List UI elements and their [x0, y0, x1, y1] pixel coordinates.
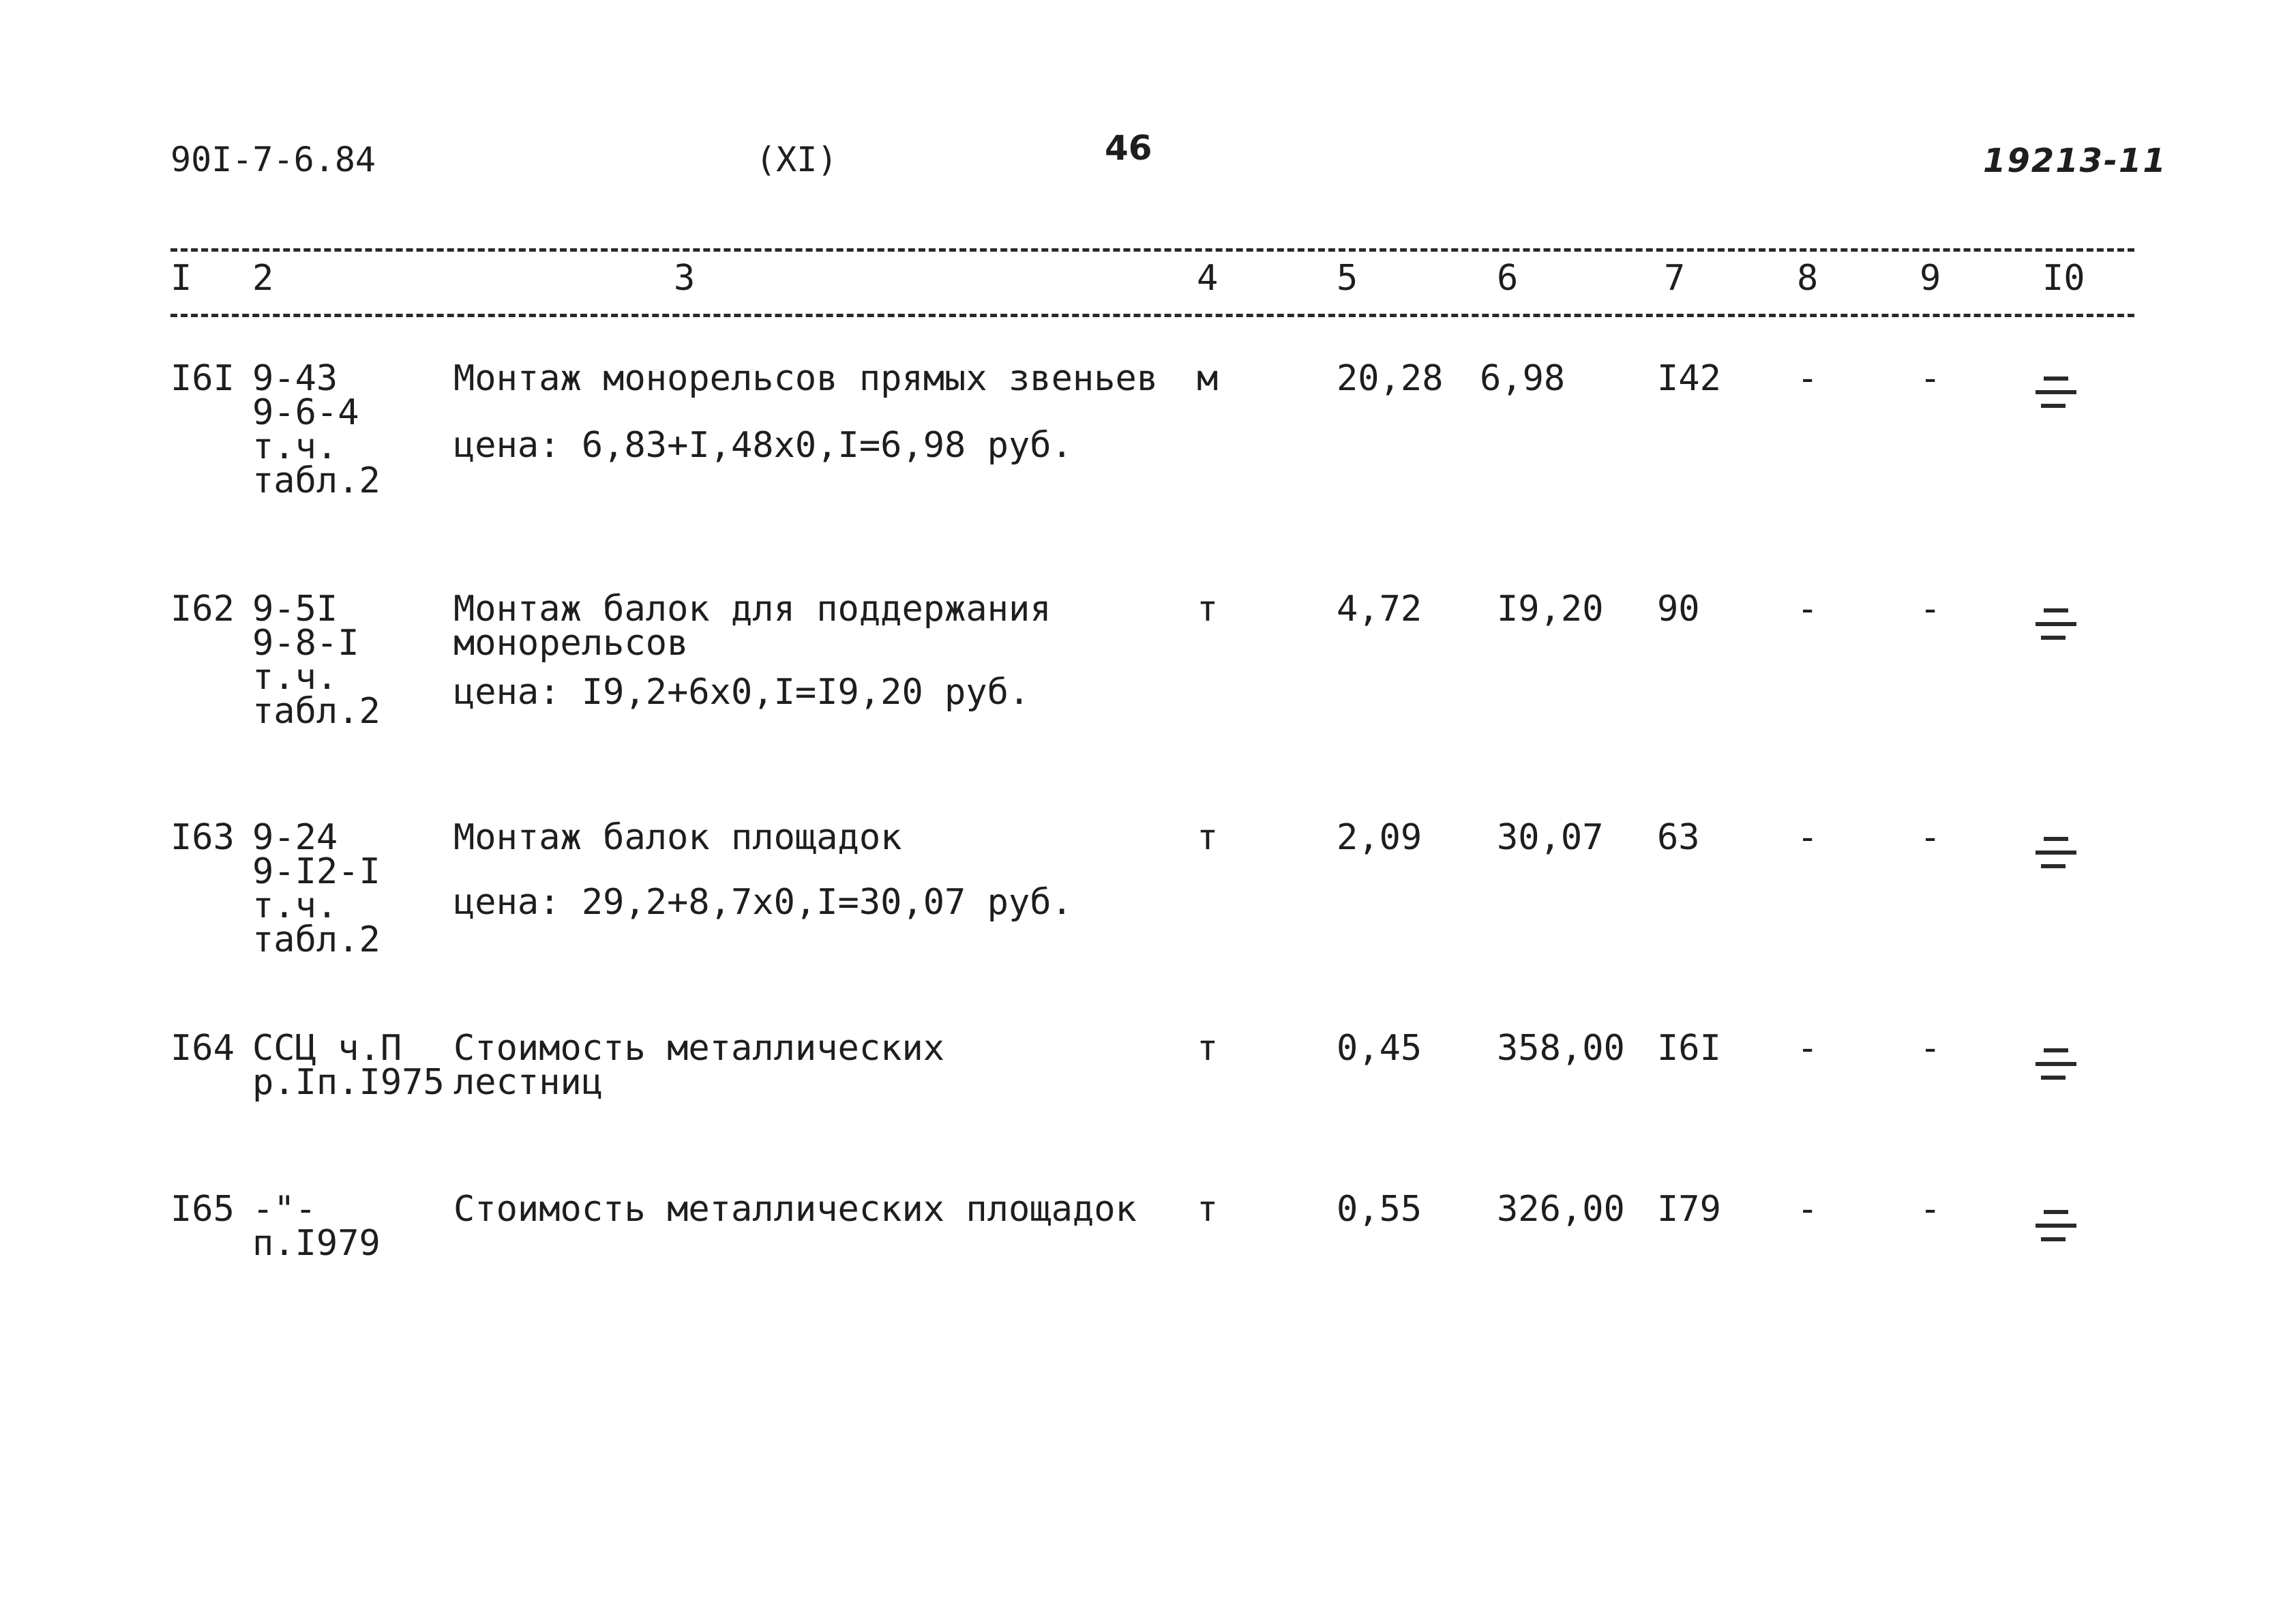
col-8-value: - — [1797, 817, 1819, 858]
norm-reference: ССЦ ч.П р.Iп.I975 — [252, 1028, 445, 1103]
work-title: Монтаж балок площадок — [453, 817, 902, 858]
section-label: (XI) — [756, 140, 838, 179]
col-header-7: 7 — [1664, 258, 1686, 299]
dash-mark-icon — [2036, 836, 2076, 876]
col-header-4: 4 — [1197, 258, 1219, 299]
work-title: Стоимость металлических площадок — [453, 1189, 1137, 1230]
col-9-value: - — [1920, 817, 1941, 858]
col-header-8: 8 — [1797, 258, 1819, 299]
price-formula: цена: I9,2+6х0,I=I9,20 руб. — [453, 672, 1030, 713]
row-number: I65 — [170, 1189, 235, 1230]
col-8-value: - — [1797, 1028, 1819, 1069]
col-9-value: - — [1920, 1028, 1941, 1069]
unit: т — [1197, 817, 1219, 858]
col-9-value: - — [1920, 358, 1941, 399]
row-number: I64 — [170, 1028, 235, 1069]
row-number: I62 — [170, 589, 235, 630]
dash-mark-icon — [2036, 1047, 2076, 1088]
price-formula: цена: 6,83+I,48х0,I=6,98 руб. — [453, 425, 1073, 466]
total-cost: I42 — [1657, 358, 1721, 399]
unit-cost: 30,07 — [1497, 817, 1604, 858]
total-cost: 63 — [1657, 817, 1700, 858]
col-header-9: 9 — [1920, 258, 1941, 299]
unit-cost: 358,00 — [1497, 1028, 1625, 1069]
row-number: I6I — [170, 358, 235, 399]
unit-cost: I9,20 — [1497, 589, 1604, 630]
col-header-1: I — [170, 258, 192, 299]
unit: т — [1197, 589, 1219, 630]
quantity: 0,55 — [1337, 1189, 1422, 1230]
unit: т — [1197, 1028, 1219, 1069]
total-cost: I6I — [1657, 1028, 1721, 1069]
dash-mark-icon — [2036, 375, 2076, 416]
norm-reference: -"- п.I979 — [252, 1189, 381, 1264]
row-number: I63 — [170, 817, 235, 858]
quantity: 0,45 — [1337, 1028, 1422, 1069]
norm-reference: 9-5I 9-8-I т.ч. табл.2 — [252, 589, 381, 732]
work-title: Стоимость металлических — [453, 1028, 945, 1069]
norm-reference: 9-24 9-I2-I т.ч. табл.2 — [252, 817, 381, 960]
col-header-10: I0 — [2042, 258, 2085, 299]
col-9-value: - — [1920, 1189, 1941, 1230]
unit: м — [1197, 358, 1219, 399]
col-8-value: - — [1797, 589, 1819, 630]
col-9-value: - — [1920, 589, 1941, 630]
quantity: 20,28 — [1337, 358, 1444, 399]
unit-cost: 326,00 — [1497, 1189, 1625, 1230]
header-top-rule — [170, 248, 2134, 252]
quantity: 4,72 — [1337, 589, 1422, 630]
col-header-5: 5 — [1337, 258, 1358, 299]
header-bottom-rule — [170, 314, 2134, 317]
work-title-continued: лестниц — [453, 1062, 603, 1103]
quantity: 2,09 — [1337, 817, 1422, 858]
col-header-2: 2 — [252, 258, 274, 299]
total-cost: I79 — [1657, 1189, 1721, 1230]
unit: т — [1197, 1189, 1219, 1230]
page-number: 46 — [1105, 128, 1152, 168]
col-header-3: 3 — [674, 258, 696, 299]
handwritten-code: 19213-11 — [1983, 142, 2167, 180]
unit-cost: 6,98 — [1480, 358, 1566, 399]
work-title: Монтаж балок для поддержания — [453, 589, 1052, 630]
col-header-6: 6 — [1497, 258, 1519, 299]
work-title: Монтаж монорельсов прямых звеньев — [453, 358, 1159, 399]
price-formula: цена: 29,2+8,7х0,I=30,07 руб. — [453, 882, 1073, 923]
work-title-continued: монорельсов — [453, 623, 689, 664]
dash-mark-icon — [2036, 1209, 2076, 1250]
total-cost: 90 — [1657, 589, 1700, 630]
col-8-value: - — [1797, 358, 1819, 399]
col-8-value: - — [1797, 1189, 1819, 1230]
dash-mark-icon — [2036, 607, 2076, 648]
norm-reference: 9-43 9-6-4 т.ч. табл.2 — [252, 358, 381, 501]
document-code: 90I-7-6.84 — [170, 140, 376, 179]
